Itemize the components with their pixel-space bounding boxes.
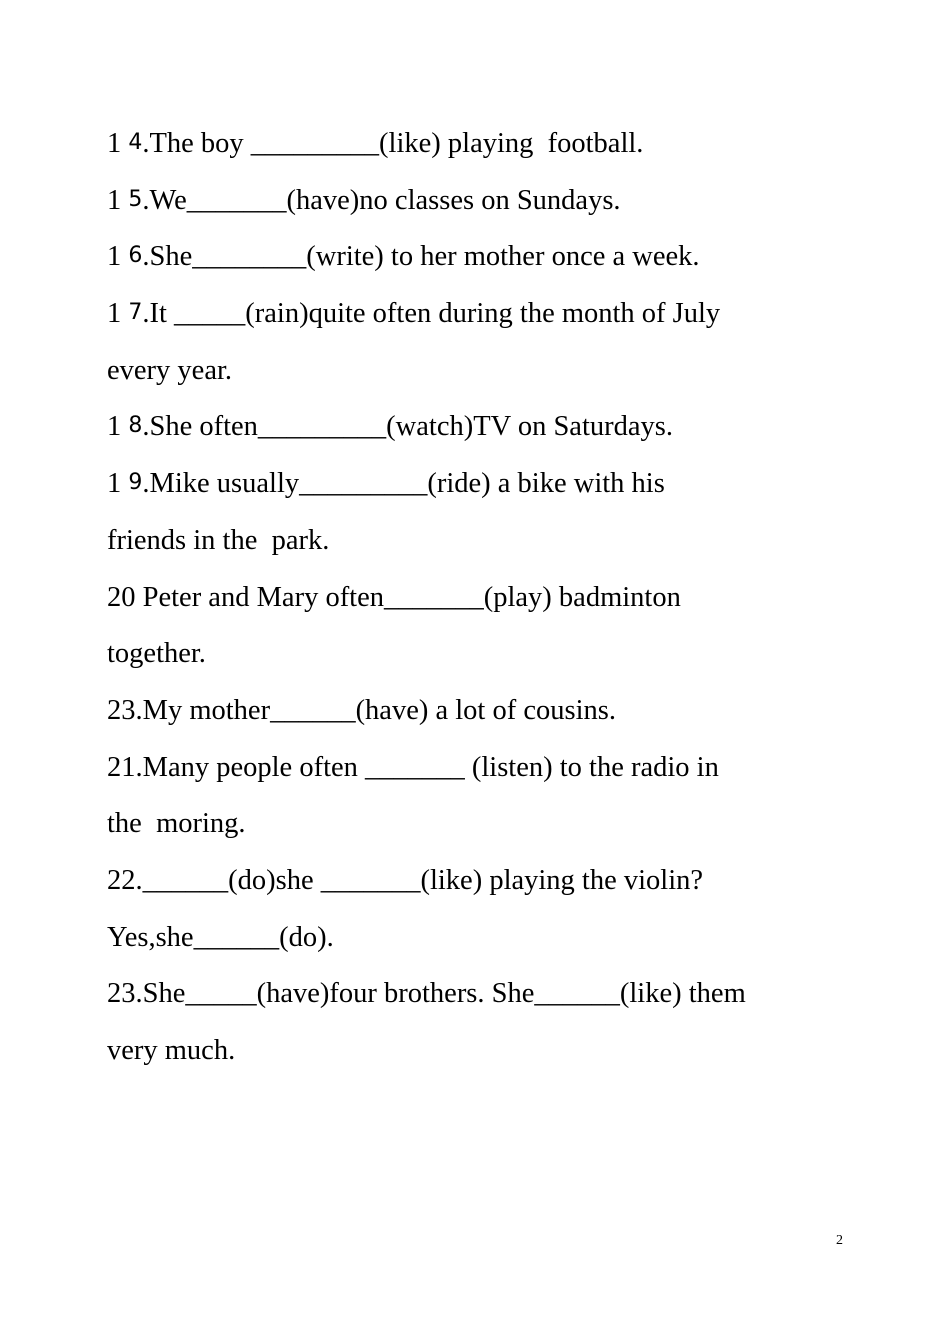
question-digit: 7 <box>128 300 143 326</box>
question-20-continuation: together. <box>107 638 206 670</box>
question-20: 20 Peter and Mary often_______(play) badminton <box>107 581 681 613</box>
question-17 <box>107 286 867 343</box>
question-23b: 23.She_____(have)four brothers. She______(like) them <box>107 978 746 1010</box>
question-text: .The boy _________(like) playing football. <box>142 128 644 159</box>
question-23a: 23.My mother______(have) a lot of cousins. <box>107 694 616 726</box>
question-14 <box>107 116 867 173</box>
question-21: 21.Many people often _______ (listen) to the radio in <box>107 751 719 783</box>
question-22: 22.______(do)she _______(like) playing the violin? <box>107 864 704 896</box>
question-prefix: 1 <box>107 241 129 273</box>
question-prefix: 1 <box>107 128 129 159</box>
question-16 <box>107 229 867 286</box>
question-text: .Mike usually_________(ride) a bike with his <box>142 468 665 500</box>
question-text: .She often_________(watch)TV on Saturdays. <box>142 411 673 443</box>
question-digit: 9 <box>128 470 143 496</box>
question-digit: 5 <box>128 186 143 212</box>
question-21-continuation: the moring. <box>107 808 246 840</box>
page-number: 2 <box>836 1233 843 1248</box>
question-text: .It _____(rain)quite often during the month of July <box>142 298 721 330</box>
question-15 <box>107 173 867 230</box>
question-prefix: 1 <box>107 184 129 216</box>
question-text: .She________(write) to her mother once a week. <box>142 241 700 273</box>
question-digit: 4 <box>128 130 143 155</box>
question-text: .We_______(have)no classes on Sundays. <box>142 184 621 216</box>
question-23b-continuation: very much. <box>107 1035 236 1066</box>
exercise-list <box>107 116 867 1080</box>
question-digit: 6 <box>128 243 143 269</box>
question-prefix: 1 <box>107 298 129 330</box>
question-19-continuation: friends in the park. <box>107 524 330 556</box>
question-22-answer: Yes,she______(do). <box>107 921 334 953</box>
question-digit: 8 <box>128 413 143 439</box>
question-17-continuation: every year. <box>107 354 233 386</box>
question-18 <box>107 399 867 456</box>
question-prefix: 1 <box>107 468 129 500</box>
question-19 <box>107 456 867 513</box>
question-prefix: 1 <box>107 411 129 443</box>
